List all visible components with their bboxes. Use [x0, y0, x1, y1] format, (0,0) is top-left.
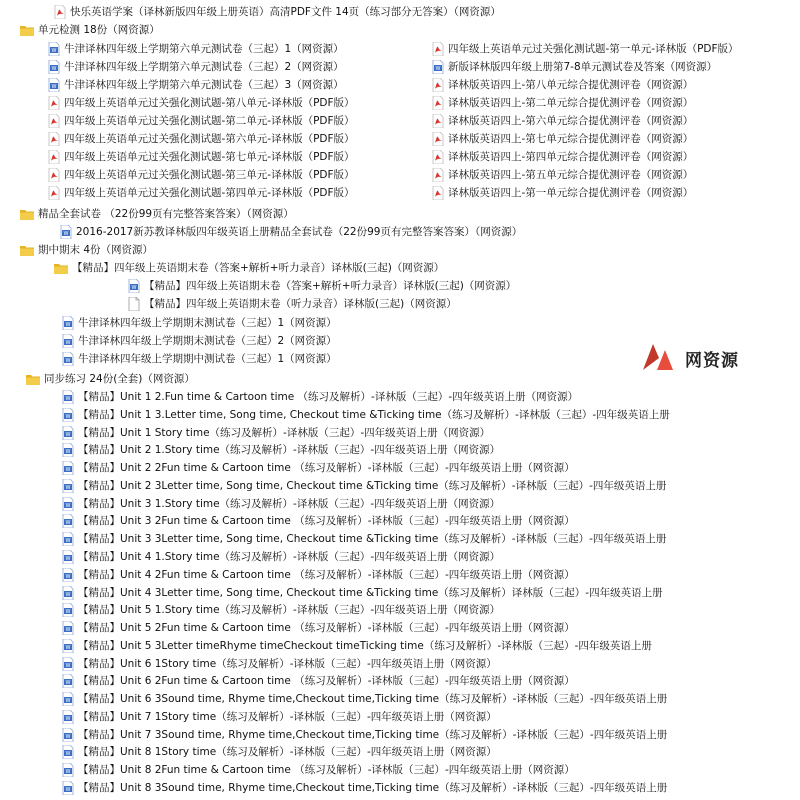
tree-file-item[interactable] [62, 496, 500, 512]
pdf-file-icon [432, 168, 448, 182]
watermark-logo [643, 344, 673, 370]
pdf-file-icon [48, 186, 64, 200]
tree-item-label: 译林版英语四上-第五单元综合提优测评卷（网资源） [448, 169, 694, 181]
svg-text:W: W [51, 84, 57, 90]
tree-folder-item[interactable] [20, 206, 294, 222]
pdf-file-icon [432, 78, 448, 92]
tree-item-label: 【精品】Unit 2 1.Story time（练习及解析）-译林版（三起）-四年级英语上册（网资源） [78, 444, 501, 456]
tree-item-label: 【精品】Unit 8 1Story time（练习及解析）-译林版（三起）-四年级英语上册（网资源） [78, 746, 497, 758]
tree-item-label: 译林版英语四上-第六单元综合提优测评卷（网资源） [448, 115, 694, 127]
tree-item-label: 四年级上英语单元过关强化测试题-第二单元-译林版（PDF版） [64, 115, 355, 127]
tree-item-label: 译林版英语四上-第四单元综合提优测评卷（网资源） [448, 151, 694, 163]
tree-item-label: 牛津译林四年级上学期期中测试卷（三起）1（网资源） [78, 353, 337, 365]
word-file-icon [62, 657, 78, 671]
tree-file-item[interactable] [62, 425, 490, 441]
svg-text:W: W [65, 609, 71, 615]
pdf-file-icon [54, 5, 70, 19]
tree-item-label: 【精品】Unit 7 1Story time（练习及解析）-译林版（三起）-四年级英语上册（网资源） [78, 711, 497, 723]
word-file-icon [62, 316, 78, 330]
word-file-icon [62, 352, 78, 366]
tree-file-item[interactable] [48, 95, 355, 111]
tree-item-label: 【精品】Unit 8 2Fun time & Cartoon time （练习及解析）-译林版（三起）-四年级英语上册（网资源） [78, 764, 575, 776]
tree-file-item[interactable] [62, 638, 652, 654]
pdf-file-icon [432, 96, 448, 110]
tree-file-item[interactable] [432, 149, 693, 165]
word-file-icon [62, 461, 78, 475]
word-file-icon [62, 426, 78, 440]
watermark-text: 网资源 [685, 351, 739, 371]
word-file-icon [48, 78, 64, 92]
tree-item-label: 【精品】Unit 3 3Letter time, Song time, Checkout time &Ticking time（练习及解析）-译林版（三起）-四年级英语上册 [78, 533, 667, 545]
svg-text:W: W [65, 322, 71, 328]
tree-item-label: 【精品】Unit 1 2.Fun time & Cartoon time （练习及解析）-译林版（三起）-四年级英语上册（网资源） [78, 391, 579, 403]
word-file-icon [62, 497, 78, 511]
word-file-icon [62, 408, 78, 422]
svg-text:W: W [51, 48, 57, 54]
tree-item-label: 四年级上英语单元过关强化测试题-第七单元-译林版（PDF版） [64, 151, 355, 163]
tree-item-label: 四年级上英语单元过关强化测试题-第三单元-译林版（PDF版） [64, 169, 355, 181]
tree-file-item[interactable] [62, 460, 575, 476]
tree-file-item[interactable] [432, 131, 693, 147]
tree-file-item[interactable] [128, 296, 457, 312]
tree-file-item[interactable] [62, 673, 575, 689]
word-file-icon [62, 479, 78, 493]
tree-item-label: 【精品】四年级上英语期末卷（答案+解析+听力录音）译林版(三起)（网资源） [72, 262, 445, 274]
tree-item-label: 【精品】Unit 6 1Story time（练习及解析）-译林版（三起）-四年级英语上册（网资源） [78, 658, 497, 670]
tree-item-label: 【精品】Unit 4 1.Story time（练习及解析）-译林版（三起）-四年级英语上册（网资源） [78, 551, 501, 563]
tree-file-item[interactable] [62, 333, 337, 349]
tree-folder-item[interactable] [20, 242, 153, 258]
svg-text:W: W [65, 467, 71, 473]
word-file-icon [62, 443, 78, 457]
tree-item-label: 牛津译林四年级上学期第六单元测试卷（三起）3（网资源） [64, 79, 344, 91]
folder-icon [20, 209, 38, 220]
word-file-icon [62, 639, 78, 653]
pdf-file-icon [432, 186, 448, 200]
tree-item-label: 【精品】Unit 4 3Letter time, Song time, Checkout time &Ticking time（练习及解析）译林版（三起）-四年级英语上册 [78, 587, 663, 599]
svg-text:W: W [65, 627, 71, 633]
tree-folder-item[interactable] [54, 260, 444, 276]
tree-item-label: 新版译林版四年级上册第7-8单元测试卷及答案（网资源） [448, 61, 718, 73]
tree-item-label: 精品全套试卷 （22份99页有完整答案答案）（网资源） [38, 208, 294, 220]
tree-item-label: 【精品】Unit 1 3.Letter time, Song time, Checkout time &Ticking time（练习及解析）-译林版（三起）-四年级英语上册 [78, 409, 670, 421]
tree-file-item[interactable] [62, 620, 575, 636]
word-file-icon [62, 334, 78, 348]
pdf-file-icon [48, 96, 64, 110]
pdf-file-icon [48, 132, 64, 146]
pdf-file-icon [432, 132, 448, 146]
svg-text:W: W [65, 485, 71, 491]
tree-item-label: 【精品】Unit 7 3Sound time, Rhyme time,Checkout time,Ticking time（练习及解析）-译林版（三起）-四年级英语上册 [78, 729, 668, 741]
tree-file-item[interactable] [48, 131, 355, 147]
tree-item-label: 【精品】Unit 1 Story time（练习及解析）-译林版（三起）-四年级英语上册（网资源） [78, 427, 491, 439]
tree-item-label: 【精品】Unit 3 2Fun time & Cartoon time （练习及解析）-译林版（三起）-四年级英语上册（网资源） [78, 515, 575, 527]
svg-text:W: W [65, 769, 71, 775]
tree-file-item[interactable] [432, 167, 693, 183]
tree-item-label: 【精品】Unit 4 2Fun time & Cartoon time （练习及解析）-译林版（三起）-四年级英语上册（网资源） [78, 569, 575, 581]
svg-text:W: W [65, 716, 71, 722]
tree-file-item[interactable] [48, 167, 355, 183]
tree-file-item[interactable] [48, 113, 355, 129]
folder-icon [26, 374, 44, 385]
word-file-icon [62, 745, 78, 759]
tree-item-label: 【精品】Unit 6 3Sound time, Rhyme time,Checkout time,Ticking time（练习及解析）-译林版（三起）-四年级英语上册 [78, 693, 668, 705]
folder-icon [20, 245, 38, 256]
svg-text:W: W [131, 285, 137, 291]
tree-item-label: 牛津译林四年级上学期第六单元测试卷（三起）2（网资源） [64, 61, 344, 73]
svg-text:W: W [65, 734, 71, 740]
tree-item-label: 单元检测 18份（网资源） [38, 24, 160, 36]
svg-text:W: W [51, 66, 57, 72]
svg-text:W: W [65, 538, 71, 544]
tree-item-label: 【精品】Unit 8 3Sound time, Rhyme time,Checkout time,Ticking time（练习及解析）-译林版（三起）-四年级英语上册 [78, 782, 668, 794]
tree-item-label: 【精品】Unit 2 3Letter time, Song time, Checkout time &Ticking time（练习及解析）-译林版（三起）-四年级英语上册 [78, 480, 667, 492]
word-file-icon [62, 568, 78, 582]
svg-text:W: W [65, 787, 71, 793]
word-file-icon [128, 279, 144, 293]
tree-file-item[interactable] [62, 567, 575, 583]
tree-file-item[interactable] [432, 59, 717, 75]
tree-item-label: 四年级上英语单元过关强化测试题-第六单元-译林版（PDF版） [64, 133, 355, 145]
tree-file-item[interactable] [48, 59, 344, 75]
tree-file-item[interactable] [62, 315, 337, 331]
tree-item-label: 2016-2017新苏教译林版四年级英语上册精品全套试卷（22份99页有完整答案答案）（网资源） [76, 226, 523, 238]
tree-folder-item[interactable] [26, 371, 195, 387]
tree-file-item[interactable] [432, 41, 739, 57]
tree-file-item[interactable] [48, 149, 355, 165]
tree-item-label: 【精品】Unit 2 2Fun time & Cartoon time （练习及解析）-译林版（三起）-四年级英语上册（网资源） [78, 462, 575, 474]
svg-text:W: W [65, 751, 71, 757]
svg-text:W: W [65, 520, 71, 526]
tree-item-label: 【精品】四年级上英语期末卷（听力录音）译林版(三起)（网资源） [144, 298, 457, 310]
pdf-file-icon [48, 168, 64, 182]
word-file-icon [48, 42, 64, 56]
word-file-icon [62, 674, 78, 688]
svg-text:W: W [65, 414, 71, 420]
svg-text:W: W [65, 449, 71, 455]
tree-file-item[interactable] [62, 585, 663, 601]
tree-file-item[interactable] [62, 478, 666, 494]
word-file-icon [62, 621, 78, 635]
tree-item-label: 【精品】Unit 5 3Letter timeRhyme timeCheckout timeTicking time（练习及解析）-译林版（三起）-四年级英语上册 [78, 640, 652, 652]
svg-text:W: W [65, 358, 71, 364]
tree-item-label: 译林版英语四上-第八单元综合提优测评卷（网资源） [448, 79, 694, 91]
folder-icon [54, 263, 72, 274]
tree-item-label: 【精品】四年级上英语期末卷（答案+解析+听力录音）译林版(三起)（网资源） [144, 280, 517, 292]
tree-item-label: 牛津译林四年级上学期期末测试卷（三起）1（网资源） [78, 317, 337, 329]
tree-file-item[interactable] [432, 77, 693, 93]
tree-file-item[interactable] [62, 513, 575, 529]
svg-text:W: W [65, 698, 71, 704]
pdf-file-icon [432, 42, 448, 56]
word-file-icon [62, 692, 78, 706]
tree-folder-item[interactable] [20, 22, 160, 38]
svg-text:W: W [65, 663, 71, 669]
tree-file-item[interactable] [432, 95, 693, 111]
tree-file-item[interactable] [62, 389, 578, 405]
tree-item-label: 【精品】Unit 5 1.Story time（练习及解析）-译林版（三起）-四年级英语上册（网资源） [78, 604, 501, 616]
tree-file-item[interactable] [62, 531, 666, 547]
tree-file-item[interactable] [60, 224, 522, 240]
word-file-icon [432, 60, 448, 74]
tree-file-item[interactable] [62, 762, 575, 778]
tree-item-label: 四年级上英语单元过关强化测试题-第八单元-译林版（PDF版） [64, 97, 355, 109]
blank-file-icon [128, 297, 144, 311]
word-file-icon [62, 390, 78, 404]
tree-item-label: 四年级上英语单元过关强化测试题-第四单元-译林版（PDF版） [64, 187, 355, 199]
svg-text:W: W [65, 340, 71, 346]
svg-text:W: W [65, 645, 71, 651]
tree-file-item[interactable] [62, 709, 497, 725]
word-file-icon [62, 586, 78, 600]
tree-file-item[interactable] [48, 185, 355, 201]
tree-item-label: 四年级上英语单元过关强化测试题-第一单元-译林版（PDF版） [448, 43, 739, 55]
tree-item-label: 牛津译林四年级上学期期末测试卷（三起）2（网资源） [78, 335, 337, 347]
tree-file-item[interactable] [62, 351, 337, 367]
pdf-file-icon [432, 114, 448, 128]
word-file-icon [62, 763, 78, 777]
tree-item-label: 译林版英语四上-第七单元综合提优测评卷（网资源） [448, 133, 694, 145]
word-file-icon [62, 514, 78, 528]
word-file-icon [62, 710, 78, 724]
tree-file-item[interactable] [54, 4, 501, 20]
folder-icon [20, 25, 38, 36]
tree-file-item[interactable] [48, 41, 344, 57]
svg-text:W: W [65, 574, 71, 580]
tree-file-item[interactable] [62, 656, 497, 672]
svg-text:W: W [65, 556, 71, 562]
tree-item-label: 快乐英语学案（译林新版四年级上册英语）高清PDF文件 14页（练习部分无答案）（网资源） [70, 6, 501, 18]
word-file-icon [62, 532, 78, 546]
tree-item-label: 译林版英语四上-第二单元综合提优测评卷（网资源） [448, 97, 694, 109]
svg-text:W: W [435, 66, 441, 72]
word-file-icon [62, 781, 78, 795]
word-file-icon [48, 60, 64, 74]
word-file-icon [60, 225, 76, 239]
tree-file-item[interactable] [62, 442, 500, 458]
tree-item-label: 译林版英语四上-第一单元综合提优测评卷（网资源） [448, 187, 694, 199]
tree-item-label: 【精品】Unit 3 1.Story time（练习及解析）-译林版（三起）-四年级英语上册（网资源） [78, 498, 501, 510]
svg-text:W: W [65, 432, 71, 438]
tree-item-label: 牛津译林四年级上学期第六单元测试卷（三起）1（网资源） [64, 43, 344, 55]
tree-file-item[interactable] [432, 185, 693, 201]
tree-file-item[interactable] [48, 77, 344, 93]
tree-file-item[interactable] [62, 691, 667, 707]
tree-file-item[interactable] [62, 407, 670, 423]
tree-file-item[interactable] [128, 278, 516, 294]
word-file-icon [62, 550, 78, 564]
tree-file-item[interactable] [62, 602, 500, 618]
pdf-file-icon [48, 114, 64, 128]
word-file-icon [62, 728, 78, 742]
svg-text:W: W [65, 503, 71, 509]
tree-file-item[interactable] [62, 744, 497, 760]
tree-file-item[interactable] [62, 549, 500, 565]
svg-text:W: W [65, 592, 71, 598]
svg-text:W: W [63, 231, 69, 237]
svg-text:W: W [65, 396, 71, 402]
pdf-file-icon [48, 150, 64, 164]
tree-item-label: 同步练习 24份(全套)（网资源） [44, 373, 195, 385]
tree-item-label: 期中期末 4份（网资源） [38, 244, 154, 256]
svg-text:W: W [65, 680, 71, 686]
pdf-file-icon [432, 150, 448, 164]
tree-item-label: 【精品】Unit 5 2Fun time & Cartoon time （练习及解析）-译林版（三起）-四年级英语上册（网资源） [78, 622, 575, 634]
word-file-icon [62, 603, 78, 617]
tree-file-item[interactable] [432, 113, 693, 129]
tree-file-item[interactable] [62, 780, 667, 796]
tree-file-item[interactable] [62, 727, 667, 743]
tree-item-label: 【精品】Unit 6 2Fun time & Cartoon time （练习及解析）-译林版（三起）-四年级英语上册（网资源） [78, 675, 575, 687]
